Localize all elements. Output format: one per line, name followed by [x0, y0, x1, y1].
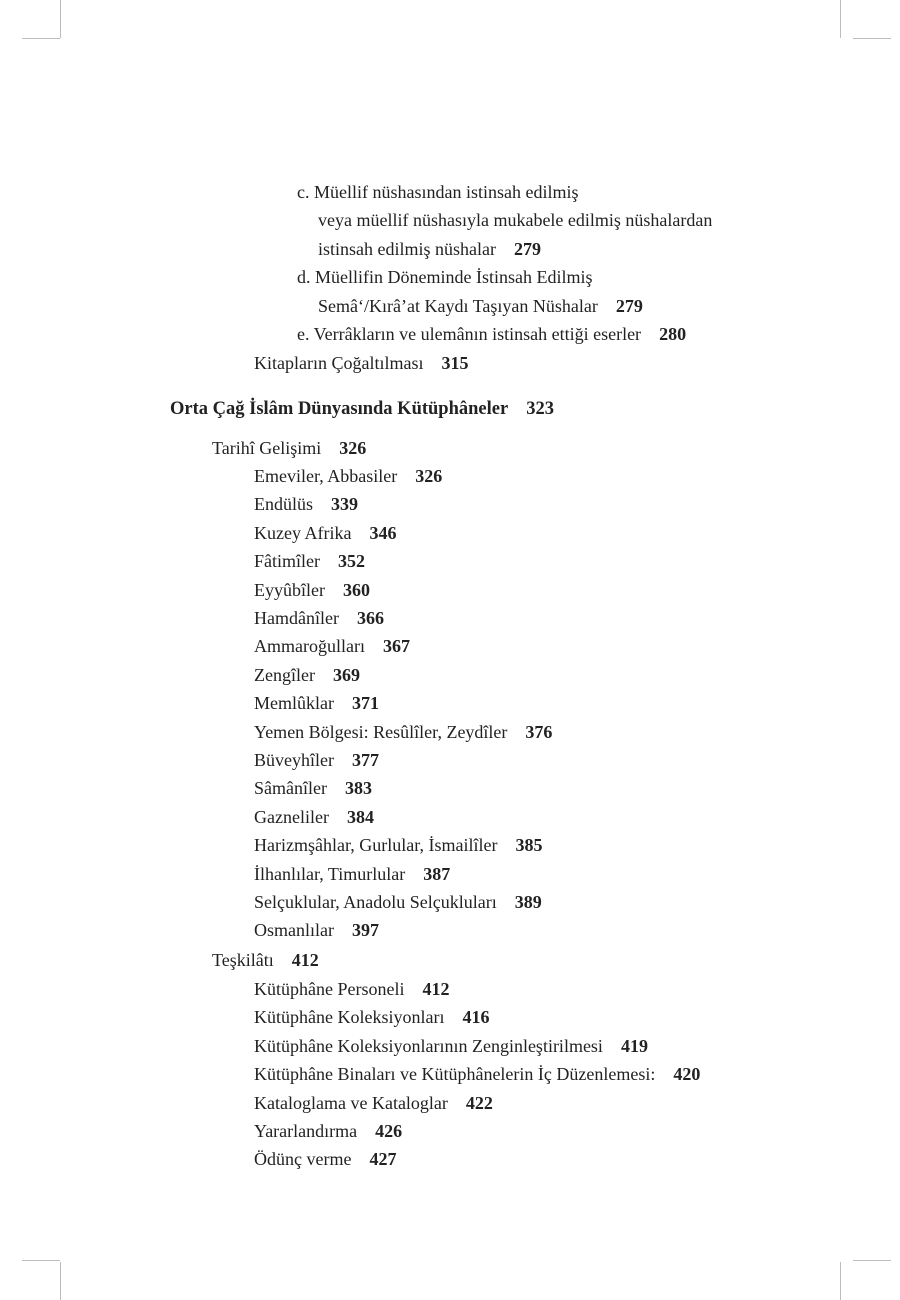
toc-entry	[254, 691, 379, 715]
toc-page-number: 315	[441, 353, 469, 373]
toc-entry-text: istinsah edilmiş nüshalar	[318, 239, 496, 259]
toc-page-number: 412	[422, 979, 450, 999]
toc-page-number: 427	[369, 1149, 397, 1170]
toc-entry-text: veya müellif nüshasıyla mukabele edilmiş nüshalardan	[318, 210, 713, 230]
toc-chapter-heading	[170, 397, 554, 421]
toc-entry	[318, 237, 541, 261]
toc-entry-text: Selçuklular, Anadolu Selçukluları	[254, 892, 497, 912]
toc-entry	[254, 833, 542, 857]
toc-page-number: 376	[525, 721, 553, 742]
toc-page-number: 339	[331, 494, 359, 515]
toc-entry-text: Ammaroğulları	[254, 636, 365, 657]
toc-entry	[297, 180, 578, 204]
toc-entry-text: Ödünç verme	[254, 1149, 352, 1170]
toc-entry-text: Hamdânîler	[254, 608, 339, 628]
toc-entry-text: Fâtimîler	[254, 551, 320, 572]
toc-entry-text: Kitapların Çoğaltılması	[254, 353, 424, 373]
toc-page-number: 371	[351, 693, 379, 714]
toc-entry	[254, 464, 442, 488]
toc-entry-text: Memlûklar	[254, 693, 334, 714]
toc-section-heading	[212, 948, 319, 972]
toc-entry	[254, 977, 449, 1001]
toc-entry-text: Kütüphâne Koleksiyonlarının Zenginleştirilmesi	[254, 1035, 603, 1056]
toc-entry	[254, 890, 542, 914]
toc-chapter-title: Orta Çağ İslâm Dünyasında Kütüphâneler	[170, 399, 509, 419]
toc-entry-text: Semâ‘/Kırâ’at Kaydı Taşıyan Nüshalar	[318, 296, 598, 316]
toc-entry	[254, 1091, 493, 1115]
toc-page-number: 412	[291, 950, 319, 970]
toc-entry-text: Zengîler	[254, 664, 315, 685]
toc-entry-text: d. Müellifin Döneminde İstinsah Edilmiş	[297, 267, 593, 287]
toc-entry-text: Eyyûbîler	[254, 579, 325, 600]
toc-page-number: 280	[659, 324, 687, 344]
toc-entry-text: Sâmânîler	[254, 778, 327, 799]
toc-entry-text: Kataloglama ve Kataloglar	[254, 1092, 448, 1113]
toc-page-number: 279	[615, 296, 643, 316]
toc-entry	[254, 351, 468, 375]
toc-entry-text: Endülüs	[254, 494, 314, 515]
toc-entry-text: Kuzey Afrika	[254, 522, 352, 543]
toc-page-number: 426	[375, 1121, 403, 1141]
toc-entry	[254, 663, 360, 687]
toc-entry	[254, 549, 365, 573]
toc-entry	[254, 578, 370, 602]
toc-entry-text: İlhanlılar, Timurlular	[254, 863, 406, 884]
toc-entry	[254, 748, 379, 772]
toc-entry	[318, 208, 712, 232]
toc-page-number: 419	[620, 1035, 648, 1056]
toc-page-number: 422	[465, 1092, 493, 1113]
toc-page-number: 366	[356, 608, 384, 628]
toc-entry-text: Yemen Bölgesi: Resûlîler, Zeydîler	[254, 721, 508, 742]
toc-page-number: 384	[346, 806, 374, 827]
toc-page-number: 383	[344, 778, 372, 799]
toc-entry	[254, 521, 396, 545]
toc-entry	[254, 634, 410, 658]
toc-page-number: 397	[351, 920, 379, 941]
toc-entry-text: Büveyhîler	[254, 750, 334, 770]
toc-entry	[254, 720, 552, 744]
toc-entry	[297, 322, 686, 346]
toc-section-heading	[212, 436, 366, 460]
toc-entry-text: Kütüphâne Binaları ve Kütüphânelerin İç Düzenlemesi:	[254, 1064, 656, 1085]
toc-page-number: 387	[423, 863, 451, 884]
toc-page-number: 360	[342, 579, 370, 600]
toc-entry	[254, 1119, 402, 1143]
toc-page-number: 367	[382, 636, 410, 657]
toc-entry-text: c. Müellif nüshasından istinsah edilmiş	[297, 182, 579, 202]
toc-entry	[254, 1062, 700, 1086]
toc-section-title: Tarihî Gelişimi	[212, 438, 322, 458]
toc-entry	[254, 606, 384, 630]
toc-entry-text: Gazneliler	[254, 806, 329, 827]
toc-entry	[254, 918, 379, 942]
toc-entry-text: e. Verrâkların ve ulemânın istinsah ettiği eserler	[297, 324, 642, 344]
toc-entry-text: Kütüphâne Koleksiyonları	[254, 1007, 445, 1028]
toc-page-number: 416	[462, 1007, 490, 1028]
toc-page-number: 279	[513, 239, 541, 259]
toc-entry-text: Emeviler, Abbasiler	[254, 466, 398, 486]
toc-page-number: 346	[369, 522, 397, 543]
toc-entry	[254, 862, 450, 886]
toc-page-number: 420	[673, 1064, 701, 1085]
toc-entry	[254, 492, 358, 516]
toc-section-title: Teşkilâtı	[212, 950, 274, 970]
toc-entry	[254, 1005, 489, 1029]
toc-page-number: 377	[351, 750, 379, 770]
toc-page-number: 389	[514, 892, 542, 912]
toc-entry-text: Harizmşâhlar, Gurlular, İsmailîler	[254, 835, 498, 856]
toc-entry	[254, 776, 372, 800]
toc-page-number: 323	[526, 399, 554, 419]
toc-entry	[297, 265, 592, 289]
toc-page-number: 385	[515, 835, 543, 856]
toc-page-number: 326	[415, 466, 443, 486]
toc-entry	[318, 294, 643, 318]
toc-entry	[254, 805, 374, 829]
toc-page-number: 352	[338, 551, 365, 572]
toc-entry	[254, 1147, 396, 1171]
toc-page-number: 326	[339, 438, 367, 458]
toc-entry	[254, 1034, 648, 1058]
toc-page-number: 369	[332, 664, 360, 685]
toc-entry-text: Yararlandırma	[254, 1121, 358, 1141]
toc-entry-text: Osmanlılar	[254, 920, 334, 941]
toc-entry-text: Kütüphâne Personeli	[254, 979, 405, 999]
